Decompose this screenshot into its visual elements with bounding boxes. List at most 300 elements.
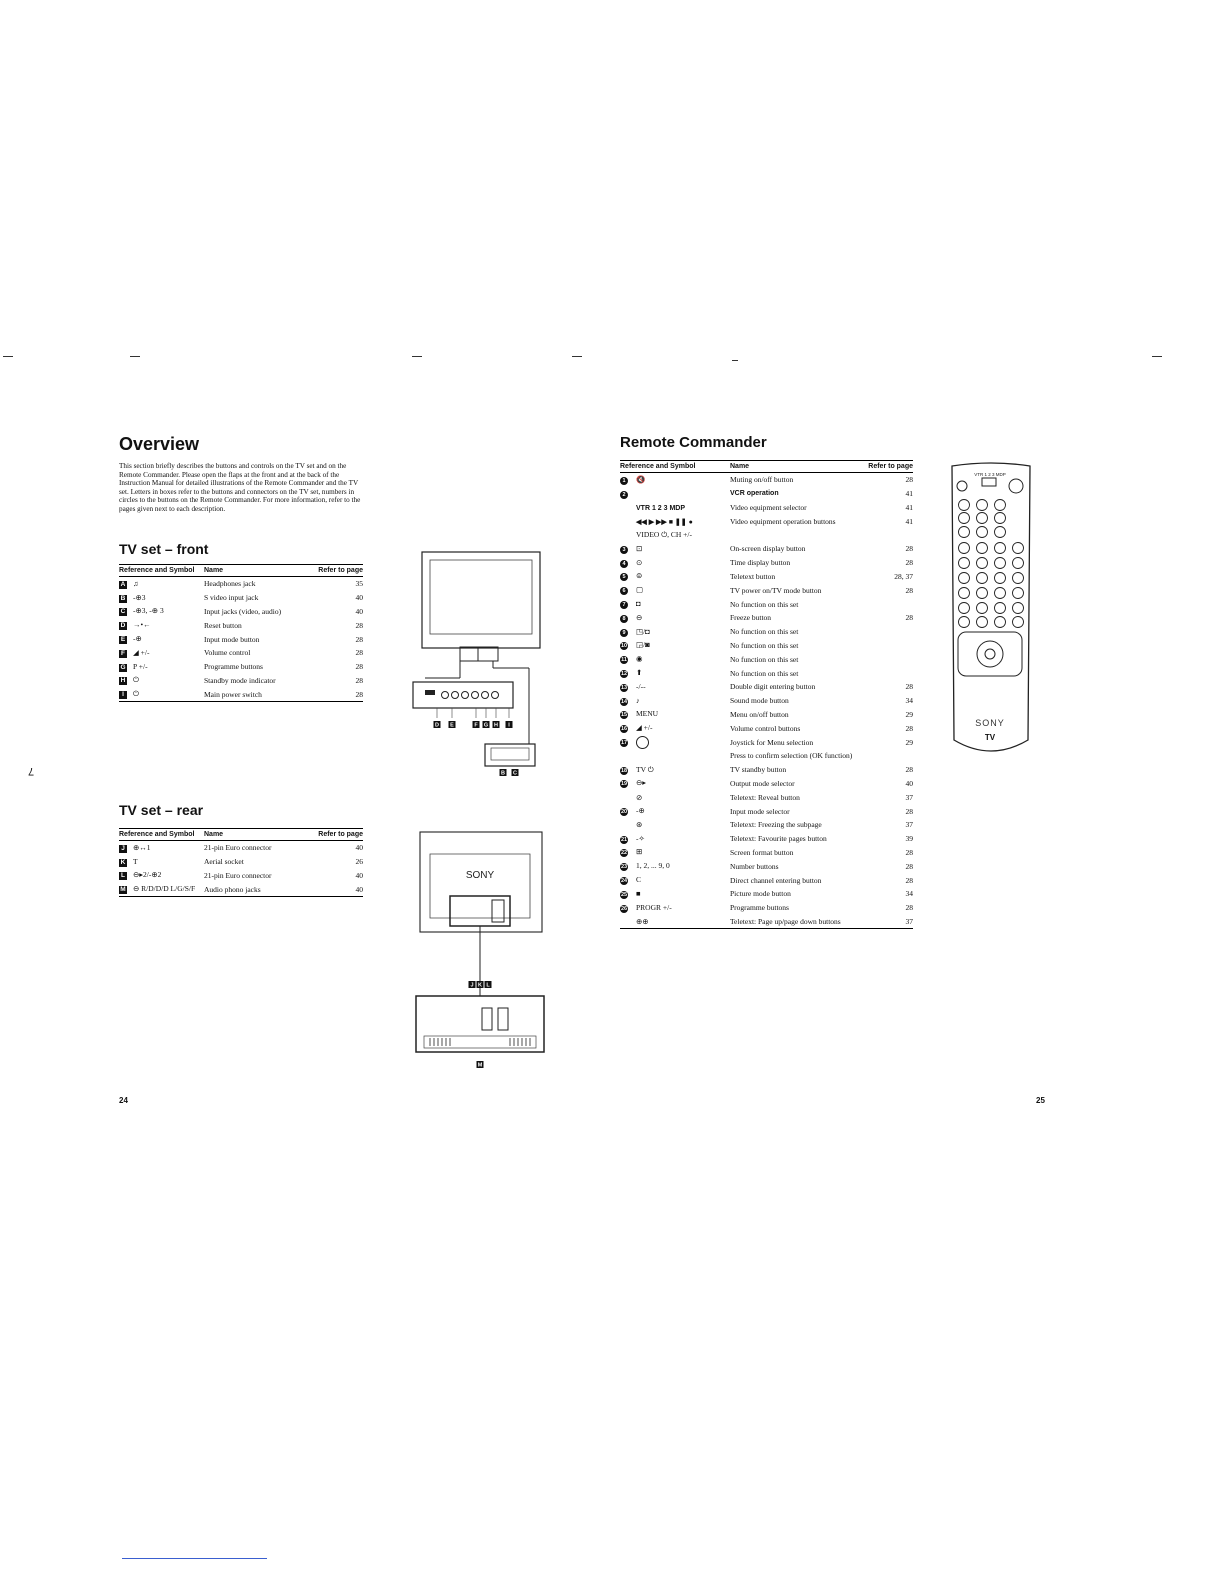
remote-button-icon	[977, 513, 988, 524]
symbol-text: ⬆	[636, 668, 643, 678]
symbol-text: PROGR +/-	[636, 902, 672, 912]
ref-symbol-cell	[620, 514, 730, 528]
ref-symbol-cell	[620, 901, 730, 915]
ref-symbol-cell	[620, 473, 730, 487]
table-row	[119, 855, 363, 869]
ref-symbol-cell	[119, 841, 204, 855]
symbol-text: -⊕	[636, 806, 645, 816]
page-cell: 37	[864, 915, 913, 929]
ref-symbol-cell	[620, 680, 730, 694]
page-cell: 28	[905, 765, 913, 775]
symbol-text: ◳/◘	[636, 626, 650, 636]
symbol-text: ⊖ R/D/D/D L/G/S/F	[133, 884, 196, 894]
name-cell: Programme buttons	[204, 662, 263, 672]
symbol-text: VIDEO ⏻, CH +/-	[636, 530, 692, 540]
ref-symbol-cell	[620, 694, 730, 708]
remote-button-icon	[959, 617, 970, 628]
figure-label: D	[435, 722, 439, 729]
table-row	[620, 487, 913, 501]
symbol-text: ◢ +/-	[133, 647, 150, 657]
remote-button-icon	[1013, 588, 1024, 599]
page-cell: 28	[905, 682, 913, 692]
ref-letter-box: A	[120, 580, 126, 588]
ref-symbol-cell	[119, 674, 204, 688]
remote-button-icon	[995, 573, 1006, 584]
symbol-text: ⏻	[133, 689, 139, 699]
remote-button-icon	[977, 603, 988, 614]
symbol-text: →•←	[133, 620, 151, 630]
table-row	[620, 763, 913, 777]
remote-brand: SONY	[975, 718, 1005, 728]
figure-label: G	[483, 722, 489, 729]
page-cell	[864, 666, 913, 680]
page-cell	[864, 652, 913, 666]
ref-number-circle: 2	[620, 491, 628, 499]
ref-number-circle: 25	[620, 891, 628, 898]
ref-symbol-cell	[620, 570, 730, 584]
name-cell: Audio phono jacks	[204, 882, 300, 896]
name-cell: Teletext button	[730, 571, 776, 581]
name-cell: S video input jack	[204, 593, 259, 603]
name-cell: 21-pin Euro connector	[204, 870, 272, 880]
page-cell: 39	[905, 834, 913, 844]
ref-symbol-cell	[620, 556, 730, 570]
ref-symbol-cell	[620, 777, 730, 791]
symbol-text: ◲/◙	[636, 640, 650, 650]
table-row	[119, 687, 363, 701]
table-row	[620, 790, 913, 804]
ref-symbol-cell	[620, 763, 730, 777]
page-cell: 28	[905, 558, 913, 568]
name-cell: Muting on/off button	[730, 475, 794, 485]
ref-number-circle: 8	[620, 615, 628, 623]
page-cell: 28	[355, 648, 363, 658]
ref-number-circle: 13	[620, 684, 628, 691]
symbol-text: ⊛	[636, 820, 643, 830]
ref-letter-box: L	[119, 872, 127, 880]
name-cell: TV power on/TV mode button	[730, 585, 822, 595]
remote-selector-label: VTR 1 2 3 MDP	[974, 472, 1006, 477]
page-cell: 28	[905, 723, 913, 733]
table-row	[620, 859, 913, 873]
name-cell	[730, 528, 864, 542]
remote-illustration	[948, 460, 1034, 760]
page-cell: 26	[355, 857, 363, 867]
ref-symbol-cell	[620, 721, 730, 735]
name-cell: Number buttons	[730, 861, 779, 871]
table-row	[620, 887, 913, 901]
heading-tv-rear: TV set – rear	[119, 802, 204, 818]
edge-tick	[572, 356, 582, 357]
symbol-text: ⊕⊕	[636, 916, 649, 926]
name-cell: VCR operation	[730, 490, 779, 498]
remote-button-icon	[1013, 558, 1024, 569]
table-row	[620, 528, 913, 542]
col-page: Refer to page	[864, 461, 913, 473]
bottom-link-line	[122, 1558, 267, 1559]
col-ref: Reference and Symbol	[119, 565, 204, 577]
symbol-text: ◉	[636, 654, 643, 664]
figure-label: F	[474, 722, 478, 729]
symbol-text: ■	[636, 888, 641, 898]
ref-symbol-cell	[620, 846, 730, 860]
name-cell: Press to confirm selection (OK function)	[730, 751, 853, 761]
figure-label: L	[486, 982, 490, 989]
name-cell: Teletext: Favourite pages button	[730, 834, 827, 844]
name-cell: Teletext: Freezing the subpage	[730, 820, 822, 830]
table-row	[620, 611, 913, 625]
ref-symbol-cell	[620, 804, 730, 818]
ref-symbol-cell	[620, 915, 730, 929]
name-cell: No function on this set	[730, 640, 799, 650]
margin-mark: 7	[28, 765, 35, 777]
symbol-text: P +/-	[133, 661, 148, 671]
ref-number-circle: 16	[620, 726, 628, 733]
remote-button-icon	[995, 617, 1006, 628]
ref-number-circle: 14	[620, 698, 628, 705]
page-cell: 37	[905, 792, 913, 802]
ref-symbol-cell	[620, 708, 730, 722]
ref-symbol-cell	[119, 618, 204, 632]
remote-button-icon	[995, 588, 1006, 599]
col-page: Refer to page	[305, 565, 363, 577]
name-cell: Time display button	[730, 558, 791, 568]
table-row	[119, 841, 363, 855]
symbol-text: -✧	[636, 833, 645, 843]
page-cell: 28	[905, 903, 913, 913]
ref-letter-box: F	[119, 650, 127, 658]
figure-label: M	[477, 1062, 483, 1069]
name-cell: Video equipment operation buttons	[730, 516, 836, 526]
symbol-text: VTR 1 2 3 MDP	[636, 504, 686, 512]
remote-button-icon	[995, 513, 1006, 524]
ref-symbol-cell	[620, 790, 730, 804]
page-title-overview: Overview	[119, 434, 200, 454]
table-row	[119, 882, 363, 896]
edge-tick	[3, 356, 13, 357]
name-cell: Joystick for Menu selection	[730, 737, 814, 747]
ref-number-circle: 9	[620, 629, 628, 637]
table-row	[620, 804, 913, 818]
table-row	[620, 542, 913, 556]
col-name: Name	[204, 565, 305, 577]
page-cell	[864, 625, 913, 639]
ref-number-circle: 20	[620, 809, 628, 816]
symbol-text: ▢	[636, 585, 644, 595]
ref-symbol-cell	[620, 528, 730, 542]
remote-button-icon	[977, 527, 988, 538]
ref-symbol-cell	[620, 873, 730, 887]
ref-number-circle: 17	[620, 739, 628, 746]
page-cell: 28, 37	[894, 571, 913, 581]
name-cell: Input mode selector	[730, 806, 790, 816]
name-cell: Menu on/off button	[730, 709, 789, 719]
table-row	[620, 846, 913, 860]
name-cell: Picture mode button	[730, 889, 791, 899]
symbol-text: ⊖▸	[636, 778, 647, 788]
ref-letter-box: B	[120, 594, 126, 602]
page-number-left: 24	[119, 1096, 128, 1105]
table-row	[620, 666, 913, 680]
page-cell: 40	[355, 843, 363, 853]
remote-table	[620, 460, 913, 929]
ref-symbol-cell	[119, 869, 204, 883]
remote-button-icon	[977, 588, 988, 599]
col-name: Name	[730, 461, 864, 473]
edge-tick	[412, 356, 422, 357]
name-cell: Headphones jack	[204, 579, 256, 589]
table-row	[620, 915, 913, 929]
symbol-text: C	[636, 875, 642, 884]
ref-letter-box: D	[120, 622, 126, 630]
remote-button-icon	[959, 588, 970, 599]
ref-letter-box: J	[119, 845, 127, 853]
table-row	[620, 708, 913, 722]
page-cell	[864, 639, 913, 653]
remote-button-icon	[959, 558, 970, 569]
ref-symbol-cell	[620, 749, 730, 763]
ref-symbol-cell	[620, 501, 730, 515]
page-cell: 28	[905, 585, 913, 595]
table-row	[620, 735, 913, 749]
page-cell: 40	[300, 882, 363, 896]
figure-label: H	[494, 722, 498, 729]
figure-label: E	[450, 722, 454, 729]
ref-symbol-cell	[119, 632, 204, 646]
remote-button-icon	[977, 617, 988, 628]
name-cell: Volume control	[204, 648, 251, 658]
table-row	[620, 694, 913, 708]
ref-symbol-cell	[620, 666, 730, 680]
ref-number-circle: 3	[620, 546, 628, 554]
symbol-text: ⊙	[636, 557, 643, 567]
page-cell: 28	[905, 847, 913, 857]
symbol-text: -/--	[636, 681, 646, 691]
ref-symbol-cell	[119, 882, 204, 896]
table-row	[119, 660, 363, 674]
page-cell: 28	[905, 475, 913, 485]
page-cell: 40	[905, 778, 913, 788]
symbol-text: ⊡	[636, 543, 643, 553]
ref-symbol-cell	[620, 832, 730, 846]
table-row	[620, 652, 913, 666]
table-row	[119, 605, 363, 619]
page-cell: 40	[355, 593, 363, 603]
page-cell	[864, 597, 913, 611]
table-row	[620, 570, 913, 584]
ref-number-circle: 6	[620, 587, 628, 595]
name-cell: No function on this set	[730, 668, 799, 678]
name-cell: On-screen display button	[730, 544, 806, 554]
ref-symbol-cell	[620, 652, 730, 666]
symbol-text: 🔇	[636, 474, 646, 484]
ref-symbol-cell	[119, 591, 204, 605]
ref-symbol-cell	[119, 855, 204, 869]
page-cell: 28	[355, 675, 363, 685]
ref-number-circle: 15	[620, 712, 628, 719]
table-row	[119, 618, 363, 632]
table-row	[620, 625, 913, 639]
name-cell: Output mode selector	[730, 778, 795, 788]
name-cell: Main power switch	[204, 687, 305, 701]
page-cell: 29	[905, 709, 913, 719]
figure-label: I	[508, 722, 510, 729]
ref-letter-box: E	[120, 636, 126, 644]
page-cell: 28	[355, 620, 363, 630]
page-cell: 40	[355, 606, 363, 616]
ref-letter-box: I	[119, 691, 127, 699]
name-cell: Video equipment selector	[730, 502, 807, 512]
ref-number-circle: 23	[620, 864, 628, 871]
page-cell: 28	[305, 687, 363, 701]
name-cell: Double digit entering button	[730, 682, 816, 692]
remote-button-icon	[959, 513, 970, 524]
name-cell: Input jacks (video, audio)	[204, 606, 282, 616]
table-row	[620, 639, 913, 653]
page-number-right: 25	[1036, 1096, 1045, 1105]
remote-button-icon	[995, 603, 1006, 614]
symbol-text: ⊞	[636, 847, 643, 857]
table-row	[620, 583, 913, 597]
remote-button-icon	[1013, 603, 1024, 614]
ref-number-circle: 24	[620, 878, 628, 884]
symbol-text: T	[133, 856, 138, 866]
table-row	[620, 832, 913, 846]
name-cell: Input mode button	[204, 634, 260, 644]
table-row	[119, 632, 363, 646]
ref-number-circle: 19	[620, 781, 628, 788]
remote-button-icon	[977, 573, 988, 584]
ref-symbol-cell	[620, 639, 730, 653]
page-cell	[864, 749, 913, 763]
page-cell: 41	[905, 502, 913, 512]
edge-tick	[130, 356, 140, 357]
joystick-icon	[636, 737, 649, 746]
symbol-text: ◢ +/-	[636, 723, 653, 733]
symbol-text: 1, 2, ... 9, 0	[636, 861, 670, 871]
symbol-text: ◀◀ ▶ ▶▶ ■ ❚❚ ●	[636, 518, 693, 526]
page-cell: 41	[905, 516, 913, 526]
table-row	[620, 473, 913, 487]
heading-tv-front: TV set – front	[119, 541, 209, 557]
ref-number-circle: 26	[620, 905, 628, 912]
figure-label: C	[513, 770, 517, 777]
name-cell: Standby mode indicator	[204, 675, 276, 685]
ref-symbol-cell	[620, 625, 730, 639]
page-cell	[864, 528, 913, 542]
symbol-text: ⊕↔1	[133, 842, 151, 852]
table-row	[119, 577, 363, 591]
ref-number-circle: 1	[620, 477, 628, 485]
symbol-text: ◘	[636, 599, 641, 609]
ref-number-circle: 7	[620, 601, 628, 609]
edge-tick	[732, 360, 738, 361]
ref-symbol-cell	[620, 818, 730, 832]
table-row	[620, 680, 913, 694]
symbol-text: -⊕3, -⊕ 3	[133, 606, 164, 616]
ref-number-circle: 4	[620, 560, 628, 568]
ref-symbol-cell	[620, 597, 730, 611]
remote-button-icon	[959, 573, 970, 584]
symbol-text: ♪	[636, 695, 640, 705]
symbol-text: ⊖▸2/-⊕2	[133, 870, 162, 880]
remote-button-icon	[959, 543, 970, 554]
table-row	[620, 514, 913, 528]
ref-symbol-cell	[620, 611, 730, 625]
page-cell: 28	[905, 875, 913, 885]
tv-rear-brand: SONY	[465, 870, 495, 881]
ref-number-circle: 12	[620, 671, 628, 678]
remote-button-icon	[959, 500, 970, 511]
symbol-text: ⏻	[133, 675, 139, 685]
name-cell: Aerial socket	[204, 857, 244, 867]
remote-button-icon	[959, 603, 970, 614]
ref-symbol-cell	[620, 487, 730, 501]
page-cell: 28	[905, 861, 913, 871]
name-cell: Volume control buttons	[730, 723, 801, 733]
ref-letter-box: M	[120, 886, 126, 894]
table-header-row	[119, 829, 363, 841]
front-table	[119, 564, 363, 702]
ref-letter-box: H	[120, 677, 126, 685]
table-row	[620, 597, 913, 611]
page-cell: 35	[355, 579, 363, 589]
ref-symbol-cell	[620, 542, 730, 556]
figure-label: K	[478, 982, 482, 989]
page-cell: 28	[355, 662, 363, 672]
table-row	[620, 901, 913, 915]
name-cell: Screen format button	[730, 847, 794, 857]
page-cell: 29	[905, 737, 913, 747]
page-cell: 34	[905, 889, 913, 899]
page-cell: 28	[905, 544, 913, 554]
page-cell: 37	[905, 820, 913, 830]
remote-button-icon	[1013, 617, 1024, 628]
name-cell: Sound mode button	[730, 696, 789, 706]
table-header-row	[620, 461, 913, 473]
remote-button-icon	[959, 527, 970, 538]
remote-button-icon	[977, 558, 988, 569]
page-cell: 28	[905, 806, 913, 816]
name-cell: Freeze button	[730, 613, 772, 623]
name-cell: No function on this set	[730, 627, 799, 637]
remote-button-icon	[977, 543, 988, 554]
name-cell: Teletext: Reveal button	[730, 792, 800, 802]
name-cell: No function on this set	[730, 654, 799, 664]
name-cell: Reset button	[204, 620, 242, 630]
table-row	[620, 777, 913, 791]
figure-label: J	[470, 982, 474, 989]
ref-number-circle: 5	[620, 573, 628, 581]
symbol-text: -⊕3	[133, 592, 146, 602]
ref-symbol-cell	[620, 583, 730, 597]
ref-number-circle: 22	[620, 850, 628, 857]
ref-symbol-cell	[620, 735, 730, 749]
ref-number-circle: 11	[621, 657, 627, 664]
page-title-remote: Remote Commander	[620, 434, 767, 451]
ref-number-circle: 21	[620, 836, 628, 843]
page-cell: 41	[905, 489, 913, 499]
remote-button-icon	[995, 543, 1006, 554]
col-name: Name	[204, 829, 300, 841]
name-cell: Teletext: Page up/page down buttons	[730, 915, 864, 929]
ref-symbol-cell	[119, 660, 204, 674]
table-row	[119, 646, 363, 660]
remote-model: TV	[984, 733, 996, 742]
symbol-text: TV ⏻	[636, 764, 654, 774]
table-row	[620, 501, 913, 515]
remote-button-icon	[1013, 543, 1024, 554]
